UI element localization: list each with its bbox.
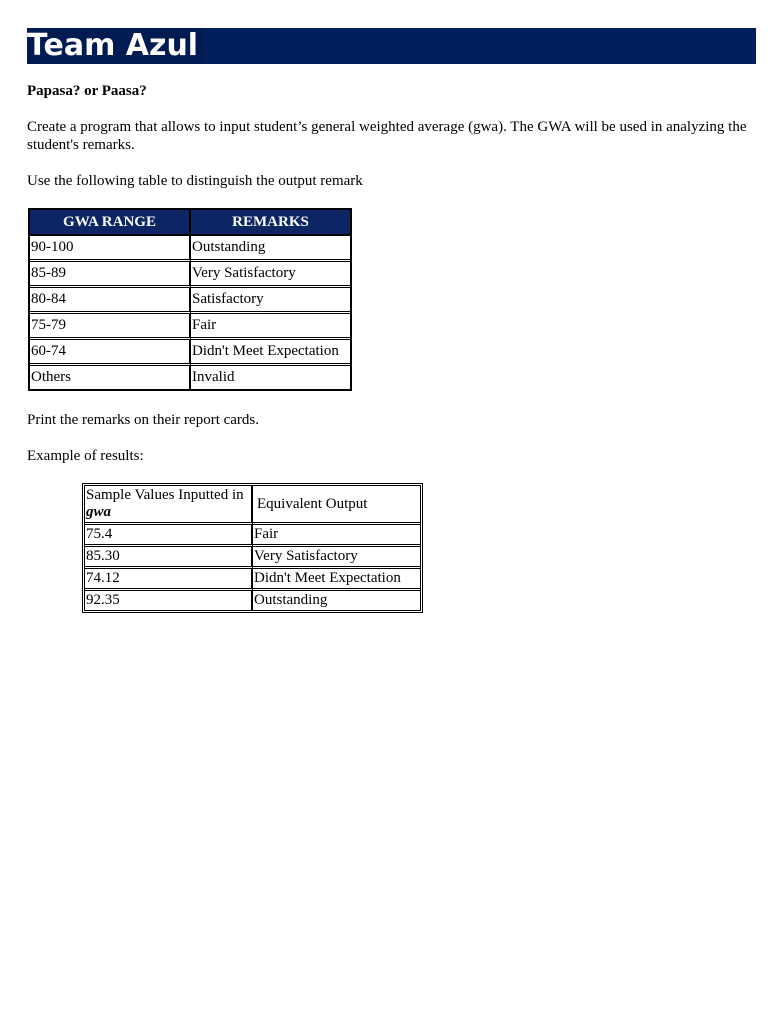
gwa-range-cell: 85-89 xyxy=(30,262,191,288)
remark-cell: Didn't Meet Expectation xyxy=(191,340,350,366)
intro-paragraph: Create a program that allows to input student’s general weighted average (gwa). The GWA will be used in analyzing the student's remarks. xyxy=(27,119,747,153)
output-cell: Didn't Meet Expectation xyxy=(253,569,420,591)
gwa-range-cell: 80-84 xyxy=(30,288,191,314)
example-label: Example of results: xyxy=(27,448,144,464)
remark-cell: Invalid xyxy=(192,369,235,385)
table-row xyxy=(85,525,420,547)
header-gwa-variable: gwa xyxy=(86,504,112,520)
section-heading: Papasa? or Paasa? xyxy=(27,83,147,99)
gwa-remarks-table xyxy=(28,208,352,391)
print-instruction: Print the remarks on their report cards. xyxy=(27,412,260,428)
sample-value-cell: 85.30 xyxy=(85,547,253,569)
table-instruction: Use the following table to distinguish the output remark xyxy=(27,173,363,189)
table-row xyxy=(85,591,420,610)
sample-value-cell: 92.35 xyxy=(85,591,253,610)
output-cell: Outstanding xyxy=(254,592,328,608)
table-row xyxy=(85,547,420,569)
header-gwa-range: GWA RANGE xyxy=(30,210,191,236)
remark-cell: Fair xyxy=(191,314,350,340)
table-row xyxy=(30,366,350,389)
table-row xyxy=(85,569,420,591)
gwa-range-cell: 75-79 xyxy=(30,314,191,340)
page-title: Team Azul xyxy=(27,28,203,64)
remark-cell: Satisfactory xyxy=(191,288,350,314)
header-equivalent-output: Equivalent Output xyxy=(253,486,420,525)
gwa-range-cell: 60-74 xyxy=(30,340,191,366)
sample-value-cell: 75.4 xyxy=(85,525,253,547)
table-row xyxy=(30,236,350,262)
output-cell: Very Satisfactory xyxy=(253,547,420,569)
table-header-row xyxy=(85,486,420,525)
sample-value-cell: 74.12 xyxy=(85,569,253,591)
header-remarks: REMARKS xyxy=(191,210,350,236)
table-row xyxy=(30,340,350,366)
table-row xyxy=(30,288,350,314)
header-sample-values-label: Sample Values Inputted in xyxy=(86,487,244,503)
header-sample-values xyxy=(85,486,253,525)
title-banner xyxy=(27,28,756,64)
remark-cell: Very Satisfactory xyxy=(191,262,350,288)
table-row xyxy=(30,314,350,340)
table-header-row xyxy=(30,210,350,236)
remark-cell: Outstanding xyxy=(191,236,350,262)
table-row xyxy=(30,262,350,288)
gwa-range-cell: Others xyxy=(30,366,191,389)
gwa-range-cell: 90-100 xyxy=(30,236,191,262)
output-cell: Fair xyxy=(253,525,420,547)
example-results-table xyxy=(82,483,423,613)
